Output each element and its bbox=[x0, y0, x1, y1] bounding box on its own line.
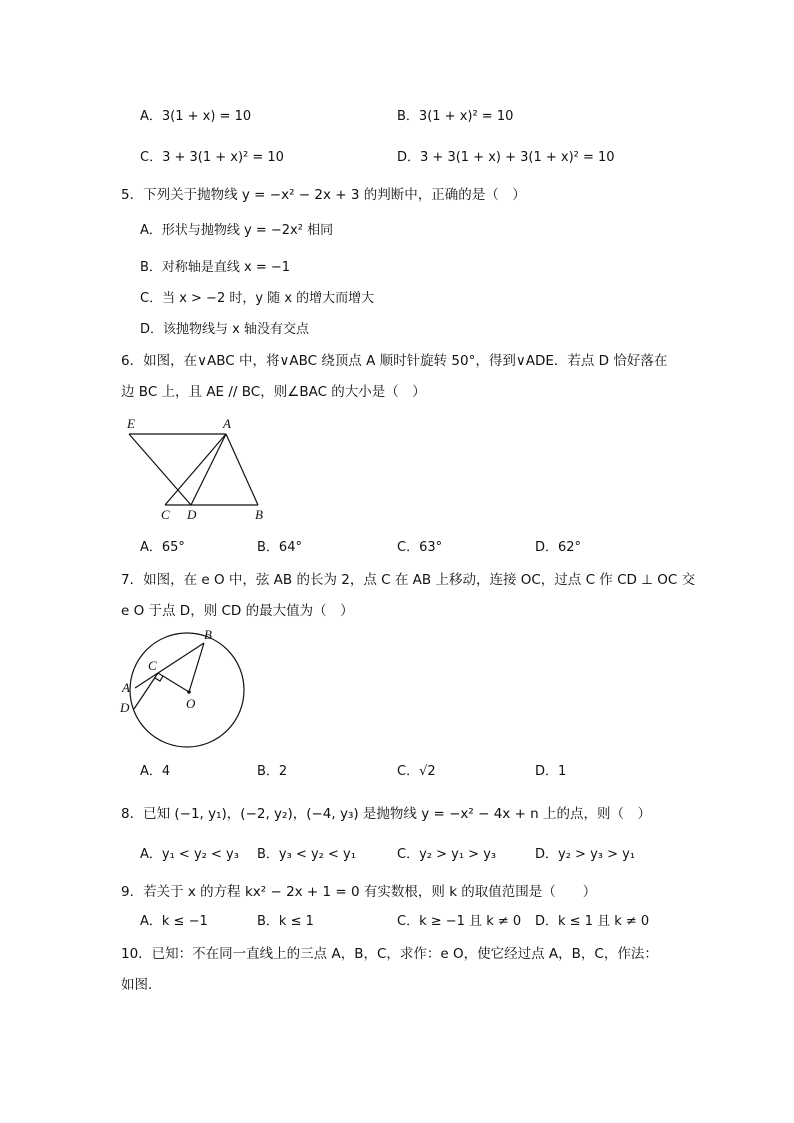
q8-option-c[interactable]: C．y₂ > y₁ > y₃ bbox=[397, 847, 497, 862]
q7-stem-line2: e O 于点 D，则 CD 的最大值为（ ） bbox=[121, 603, 354, 619]
q7-circle-figure bbox=[115, 625, 255, 755]
q6-triangle-figure bbox=[115, 410, 275, 525]
q7-option-c[interactable]: C．√2 bbox=[397, 764, 436, 779]
q5-option-a[interactable]: A．形状与抛物线 y = −2x² 相同 bbox=[140, 223, 334, 238]
q7-label-d: D bbox=[120, 700, 130, 715]
q8-stem: 8．已知 (−1, y₁)，(−2, y₂)，(−4, y₃) 是抛物线 y = −x² − 4x + n 上的点，则（ ） bbox=[121, 806, 652, 822]
q7-label-c: C bbox=[148, 658, 157, 673]
q6-option-b[interactable]: B．64° bbox=[257, 540, 302, 555]
q5-option-c[interactable]: C．当 x > −2 时，y 随 x 的增大而增大 bbox=[140, 291, 375, 306]
q6-label-a: A bbox=[223, 416, 231, 431]
q5-option-b[interactable]: B．对称轴是直线 x = −1 bbox=[140, 260, 291, 275]
q9-option-a[interactable]: A．k ≤ −1 bbox=[140, 914, 208, 929]
q6-label-e: E bbox=[127, 416, 135, 431]
q4-option-c[interactable]: C．3 + 3(1 + x)² = 10 bbox=[140, 150, 284, 165]
q7-option-b[interactable]: B．2 bbox=[257, 764, 288, 779]
q7-label-b: B bbox=[204, 627, 212, 642]
q9-option-c[interactable]: C．k ≥ −1 且 k ≠ 0 bbox=[397, 914, 522, 929]
q6-label-d: D bbox=[187, 507, 197, 522]
q6-option-a[interactable]: A．65° bbox=[140, 540, 185, 555]
q10-stem-line1: 10．已知：不在同一直线上的三点 A，B，C，求作：e O，使它经过点 A，B，C，作法： bbox=[121, 946, 658, 962]
q9-option-d[interactable]: D．k ≤ 1 且 k ≠ 0 bbox=[535, 914, 650, 929]
q4-option-a[interactable]: A．3(1 + x) = 10 bbox=[140, 109, 252, 124]
q4-option-b[interactable]: B．3(1 + x)² = 10 bbox=[397, 109, 514, 124]
q6-stem-line1: 6．如图，在∨ABC 中，将∨ABC 绕顶点 A 顺时针旋转 50°，得到∨ADE．若点 D 恰好落在 bbox=[121, 353, 668, 369]
q5-option-d[interactable]: D．该抛物线与 x 轴没有交点 bbox=[140, 322, 309, 337]
q7-option-d[interactable]: D．1 bbox=[535, 764, 567, 779]
q8-option-d[interactable]: D．y₂ > y₃ > y₁ bbox=[535, 847, 636, 862]
q6-option-c[interactable]: C．63° bbox=[397, 540, 443, 555]
q6-label-b: B bbox=[255, 507, 263, 522]
q6-option-d[interactable]: D．62° bbox=[535, 540, 582, 555]
q8-option-a[interactable]: A．y₁ < y₂ < y₃ bbox=[140, 847, 239, 862]
q6-stem-line2: 边 BC 上，且 AE // BC，则∠BAC 的大小是（ ） bbox=[121, 384, 426, 400]
q7-label-a: A bbox=[122, 680, 130, 695]
q9-stem: 9．若关于 x 的方程 kx² − 2x + 1 = 0 有实数根，则 k 的取值范围是（ ） bbox=[121, 884, 597, 900]
q4-option-d[interactable]: D．3 + 3(1 + x) + 3(1 + x)² = 10 bbox=[397, 150, 615, 165]
q7-label-o: O bbox=[186, 696, 196, 711]
q7-stem-line1: 7．如图，在 e O 中，弦 AB 的长为 2，点 C 在 AB 上移动，连接 OC，过点 C 作 CD ⊥ OC 交 bbox=[121, 572, 696, 588]
q6-label-c: C bbox=[161, 507, 170, 522]
q5-stem: 5．下列关于抛物线 y = −x² − 2x + 3 的判断中，正确的是（ ） bbox=[121, 187, 526, 203]
q9-option-b[interactable]: B．k ≤ 1 bbox=[257, 914, 314, 929]
q8-option-b[interactable]: B．y₃ < y₂ < y₁ bbox=[257, 847, 356, 862]
q7-option-a[interactable]: A．4 bbox=[140, 764, 171, 779]
q10-stem-line2: 如图． bbox=[121, 977, 162, 993]
